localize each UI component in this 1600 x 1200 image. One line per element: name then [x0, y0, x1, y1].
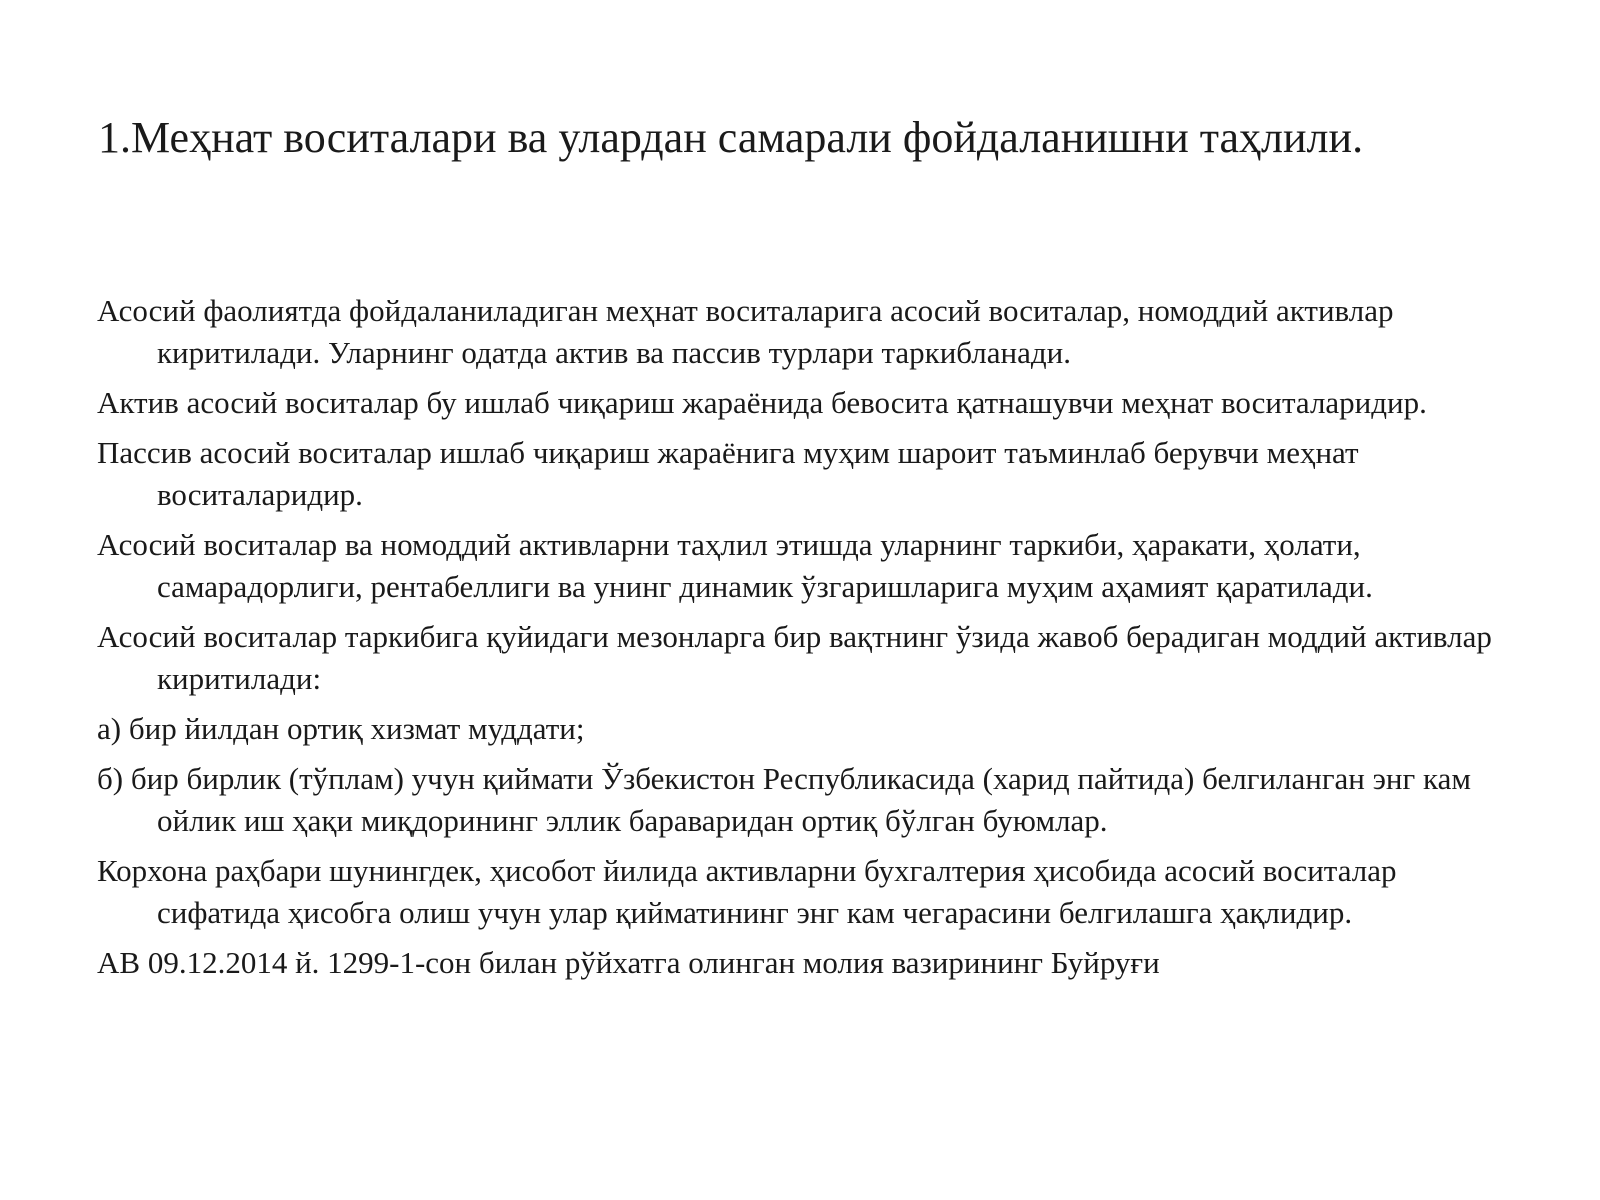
paragraph-criterion-b: б) бир бирлик (тўплам) учун қиймати Ўзбекистон Республикасида (харид пайтида) белгиланган энг кам ойлик иш ҳақи миқдорининг эллик бараваридан ортиқ бўлган буюмлар. [97, 761, 1471, 838]
paragraph-active-assets: Актив асосий воситалар бу ишлаб чиқариш жараёнида бевосита қатнашувчи меҳнат воситаларидир. [97, 385, 1427, 420]
paragraph-analysis-focus: Асосий воситалар ва номоддий активларни таҳлил этишда уларнинг таркиби, ҳаракати, ҳолати, самарадорлиги, рентабеллиги ва унинг динамик ўзгаришларига муҳим аҳамият қаратилади. [97, 527, 1373, 604]
paragraph-passive-assets: Пассив асосий воситалар ишлаб чиқариш жараёнига муҳим шароит таъминлаб берувчи меҳнат воситаларидир. [97, 435, 1359, 512]
paragraph-fixed-assets-definition: Асосий фаолиятда фойдаланиладиган меҳнат воситаларига асосий воситалар, номоддий активлар киритилади. Уларнинг одатда актив ва пассив турлари таркибланади. [97, 293, 1394, 370]
paragraph-source-reference: АВ 09.12.2014 й. 1299-1-сон билан рўйхатга олинган молия вазирининг Буйруғи [97, 945, 1160, 980]
paragraph-criteria-intro: Асосий воситалар таркибига қуйидаги мезонларга бир вақтнинг ўзида жавоб берадиган моддий активлар киритилади: [97, 619, 1492, 696]
slide-title: 1.Меҳнат воситалари ва улардан самарали фойдаланишни таҳлили. [98, 113, 1364, 162]
slide-body [97, 290, 1517, 992]
paragraph-manager-right: Корхона раҳбари шунингдек, ҳисобот йилида активларни бухгалтерия ҳисобида асосий воситалар сифатида ҳисобга олиш учун улар қийматининг энг кам чегарасини белгилашга ҳақлидир. [97, 853, 1397, 930]
paragraph-criterion-a: а) бир йилдан ортиқ хизмат муддати; [97, 711, 585, 746]
